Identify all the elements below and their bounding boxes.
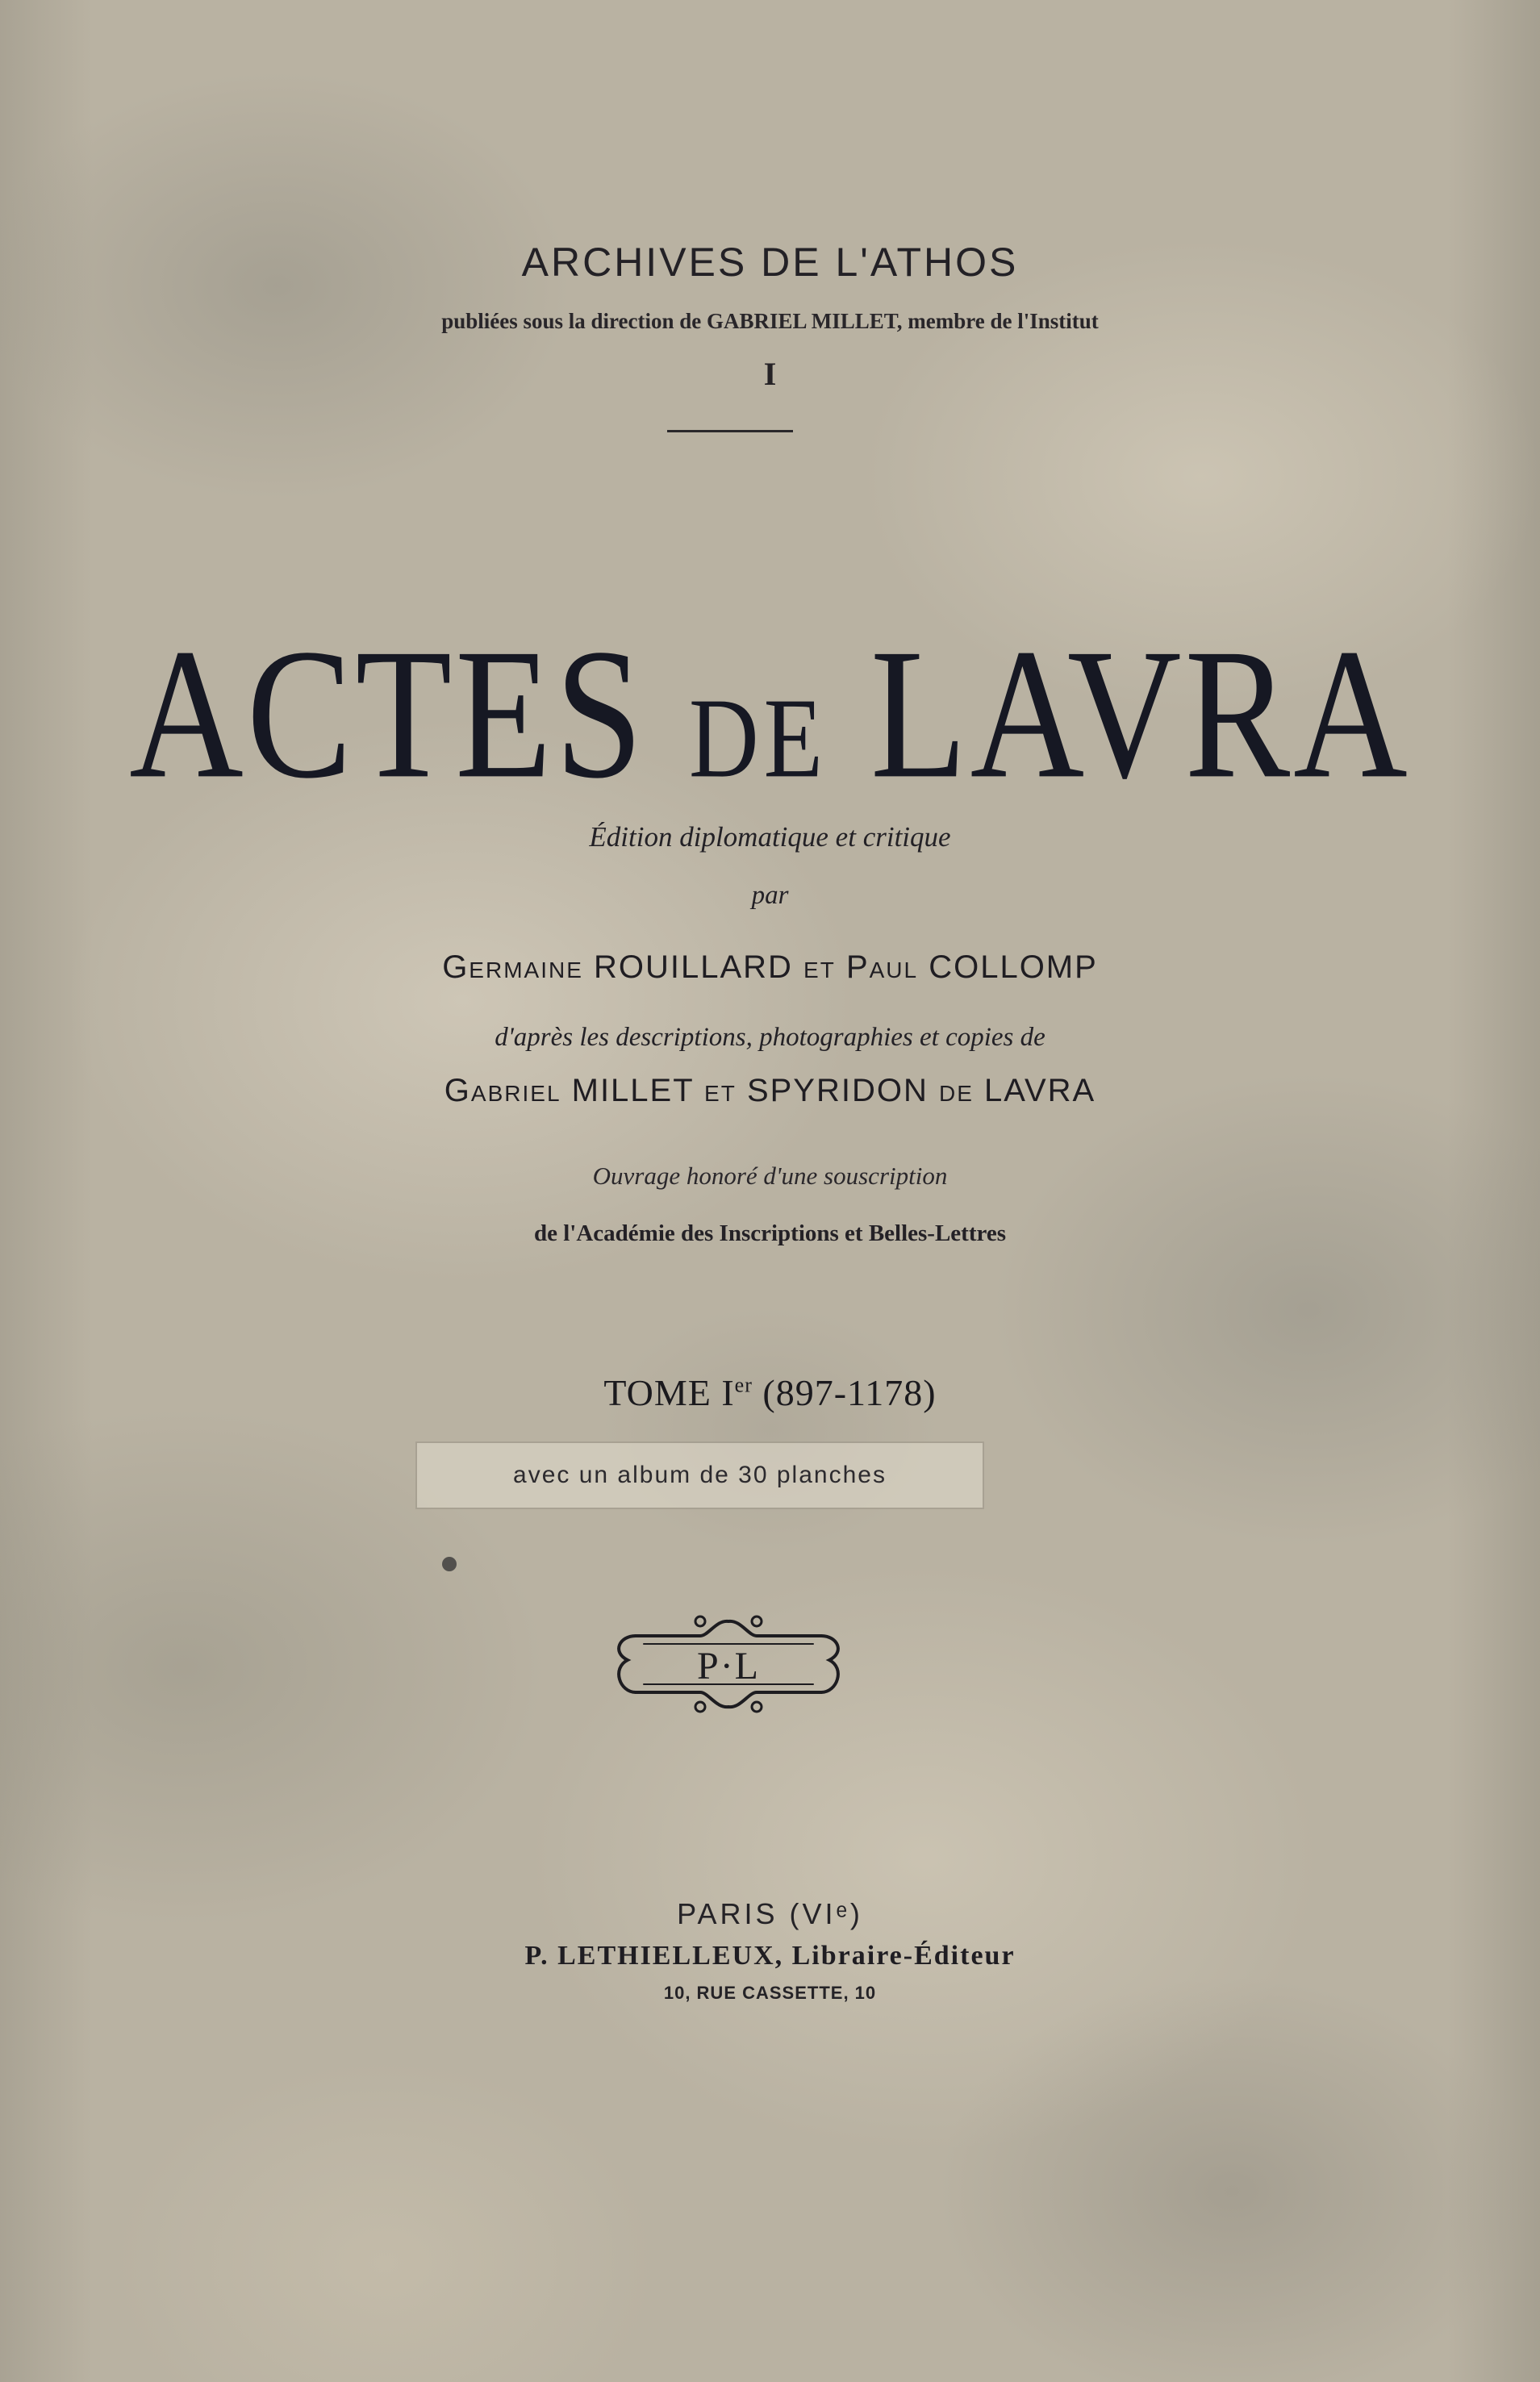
tome-label: TOME I bbox=[603, 1372, 735, 1413]
sources-intro: d'après les descriptions, photographies et copies de bbox=[495, 1023, 1045, 1052]
main-title-part-2: DE bbox=[688, 674, 828, 802]
publisher-monogram: P·L bbox=[697, 1645, 760, 1687]
imprint-city: PARIS (VIᵉ) bbox=[677, 1897, 863, 1930]
series-volume-number: I bbox=[763, 356, 777, 392]
ornament-dot bbox=[442, 1557, 457, 1571]
main-title-part-1: ACTES bbox=[129, 611, 689, 818]
edition-type: Édition diplomatique et critique bbox=[589, 821, 951, 853]
imprint-publisher: P. LETHIELLEUX, Libraire-Éditeur bbox=[524, 1941, 1016, 1971]
imprint-address: 10, RUE CASSETTE, 10 bbox=[663, 1983, 877, 2003]
series-direction: publiées sous la direction de GABRIEL MILLET, membre de l'Institut bbox=[441, 309, 1099, 333]
authors: Germaine ROUILLARD et Paul COLLOMP bbox=[442, 949, 1098, 985]
tome-superscript: er bbox=[734, 1373, 753, 1397]
divider-rule bbox=[667, 430, 793, 432]
main-title-part-3: LAVRA bbox=[827, 611, 1411, 818]
honor-line: Ouvrage honoré d'une souscription bbox=[592, 1162, 948, 1190]
tome-range: (897-1178) bbox=[752, 1372, 937, 1413]
tome-heading bbox=[0, 1371, 1540, 1414]
sources-names: Gabriel MILLET et SPYRIDON de LAVRA bbox=[444, 1073, 1096, 1108]
series-title: ARCHIVES DE L'ATHOS bbox=[521, 240, 1019, 285]
album-label: avec un album de 30 planches bbox=[415, 1441, 984, 1509]
academie-line: de l'Académie des Inscriptions et Belles-Lettres bbox=[533, 1220, 1006, 1246]
by-label: par bbox=[751, 881, 789, 910]
main-title bbox=[0, 611, 1540, 832]
